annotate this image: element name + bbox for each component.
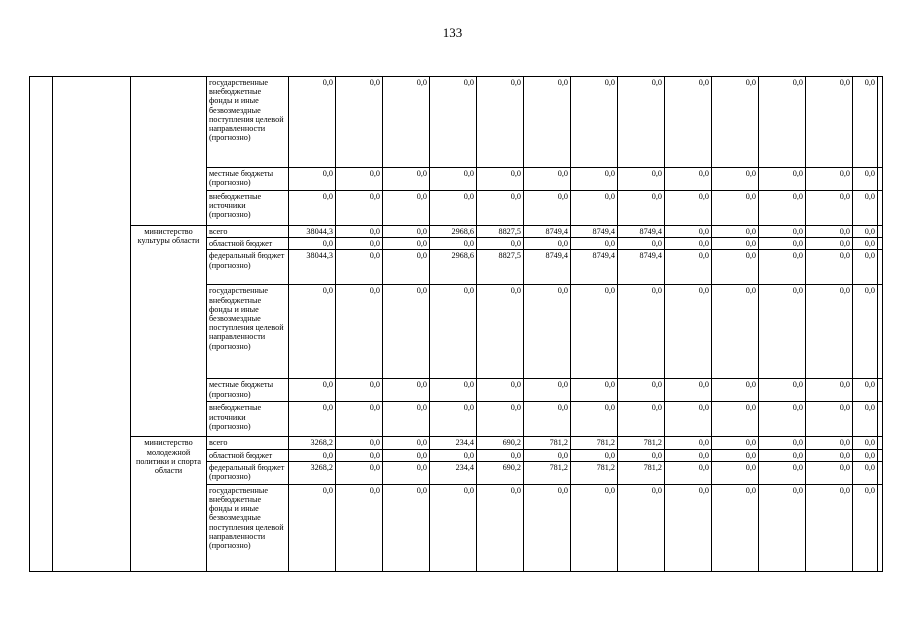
value-cell: 0,0 xyxy=(383,379,430,402)
page-number: 133 xyxy=(442,25,463,40)
value-cell: 0,0 xyxy=(430,238,477,250)
value-cell: 0,0 xyxy=(571,77,618,168)
value-cell: 0,0 xyxy=(712,250,759,285)
value-cell: 0,0 xyxy=(477,402,524,437)
value-cell: 0,0 xyxy=(759,484,806,571)
executor-cell: министерство молодежной политики и спорта области xyxy=(131,437,207,571)
value-cell: 0,0 xyxy=(806,484,853,571)
value-cell: 0,0 xyxy=(524,449,571,461)
value-cell: 0,0 xyxy=(853,379,878,402)
value-cell: 781,2 xyxy=(571,437,618,449)
value-cell: 0,0 xyxy=(383,402,430,437)
value-cell: 0,0 xyxy=(383,168,430,191)
value-cell: 0,0 xyxy=(477,191,524,226)
value-cell: 8749,4 xyxy=(571,250,618,285)
value-cell: 0,0 xyxy=(336,402,383,437)
trailing-cell xyxy=(878,285,883,379)
trailing-cell xyxy=(878,168,883,191)
value-cell: 0,0 xyxy=(665,402,712,437)
value-cell: 0,0 xyxy=(712,168,759,191)
value-cell: 0,0 xyxy=(289,379,336,402)
value-cell: 0,0 xyxy=(759,402,806,437)
blank-col-a xyxy=(30,77,53,572)
value-cell: 0,0 xyxy=(336,168,383,191)
value-cell: 0,0 xyxy=(571,402,618,437)
value-cell: 0,0 xyxy=(336,379,383,402)
value-cell: 0,0 xyxy=(618,285,665,379)
value-cell: 0,0 xyxy=(853,168,878,191)
value-cell: 0,0 xyxy=(759,250,806,285)
value-cell: 0,0 xyxy=(430,77,477,168)
value-cell: 0,0 xyxy=(665,250,712,285)
value-cell: 0,0 xyxy=(289,449,336,461)
value-cell: 0,0 xyxy=(430,449,477,461)
value-cell: 0,0 xyxy=(712,226,759,238)
value-cell: 0,0 xyxy=(806,461,853,484)
value-cell: 0,0 xyxy=(712,238,759,250)
value-cell: 0,0 xyxy=(336,191,383,226)
value-cell: 0,0 xyxy=(853,449,878,461)
value-cell: 0,0 xyxy=(524,191,571,226)
value-cell: 0,0 xyxy=(477,379,524,402)
value-cell: 0,0 xyxy=(618,484,665,571)
value-cell: 0,0 xyxy=(289,77,336,168)
value-cell: 0,0 xyxy=(618,402,665,437)
value-cell: 0,0 xyxy=(571,238,618,250)
value-cell: 0,0 xyxy=(289,238,336,250)
table-row xyxy=(30,226,883,238)
funding-source-cell: федеральный бюджет (прогнозно) xyxy=(207,461,289,484)
trailing-cell xyxy=(878,484,883,571)
value-cell: 0,0 xyxy=(665,449,712,461)
value-cell: 8749,4 xyxy=(524,250,571,285)
value-cell: 0,0 xyxy=(383,484,430,571)
table-row xyxy=(30,437,883,449)
value-cell: 0,0 xyxy=(336,226,383,238)
value-cell: 0,0 xyxy=(759,168,806,191)
value-cell: 0,0 xyxy=(853,238,878,250)
value-cell: 0,0 xyxy=(665,238,712,250)
value-cell: 0,0 xyxy=(618,168,665,191)
value-cell: 0,0 xyxy=(383,250,430,285)
value-cell: 0,0 xyxy=(571,285,618,379)
value-cell: 0,0 xyxy=(712,437,759,449)
value-cell: 0,0 xyxy=(759,461,806,484)
funding-source-cell: областной бюджет xyxy=(207,238,289,250)
value-cell: 690,2 xyxy=(477,461,524,484)
value-cell: 0,0 xyxy=(665,168,712,191)
value-cell: 0,0 xyxy=(524,238,571,250)
value-cell: 0,0 xyxy=(383,226,430,238)
value-cell: 0,0 xyxy=(712,484,759,571)
value-cell: 0,0 xyxy=(712,77,759,168)
value-cell: 0,0 xyxy=(383,285,430,379)
value-cell: 781,2 xyxy=(524,461,571,484)
value-cell: 0,0 xyxy=(806,250,853,285)
value-cell: 0,0 xyxy=(618,238,665,250)
budget-table xyxy=(29,76,883,572)
funding-source-cell: внебюджетные источники (прогнозно) xyxy=(207,402,289,437)
funding-source-cell: внебюджетные источники (прогнозно) xyxy=(207,191,289,226)
value-cell: 0,0 xyxy=(806,168,853,191)
value-cell: 8749,4 xyxy=(618,250,665,285)
funding-source-cell: местные бюджеты (прогнозно) xyxy=(207,379,289,402)
funding-source-cell: всего xyxy=(207,437,289,449)
value-cell: 0,0 xyxy=(665,77,712,168)
value-cell: 0,0 xyxy=(712,449,759,461)
trailing-cell xyxy=(878,191,883,226)
trailing-cell xyxy=(878,461,883,484)
value-cell: 0,0 xyxy=(383,191,430,226)
value-cell: 0,0 xyxy=(336,77,383,168)
value-cell: 0,0 xyxy=(759,77,806,168)
funding-source-cell: государственные внебюджетные фонды и иные безвозмездные поступления целевой направленности (прогнозно) xyxy=(207,285,289,379)
value-cell: 0,0 xyxy=(571,191,618,226)
trailing-cell xyxy=(878,250,883,285)
value-cell: 0,0 xyxy=(524,168,571,191)
value-cell: 0,0 xyxy=(712,191,759,226)
value-cell: 0,0 xyxy=(759,449,806,461)
value-cell: 8749,4 xyxy=(618,226,665,238)
value-cell: 0,0 xyxy=(759,226,806,238)
value-cell: 0,0 xyxy=(336,484,383,571)
value-cell: 0,0 xyxy=(524,402,571,437)
value-cell: 8749,4 xyxy=(571,226,618,238)
value-cell: 0,0 xyxy=(289,191,336,226)
funding-source-cell: областной бюджет xyxy=(207,449,289,461)
funding-source-cell: государственные внебюджетные фонды и иные безвозмездные поступления целевой направленности (прогнозно) xyxy=(207,484,289,571)
funding-source-cell: всего xyxy=(207,226,289,238)
funding-source-cell: федеральный бюджет (прогнозно) xyxy=(207,250,289,285)
executor-cell: министерство культуры области xyxy=(131,226,207,437)
value-cell: 781,2 xyxy=(571,461,618,484)
value-cell: 0,0 xyxy=(477,77,524,168)
value-cell: 0,0 xyxy=(806,77,853,168)
executor-cell xyxy=(131,77,207,226)
value-cell: 0,0 xyxy=(853,191,878,226)
value-cell: 2968,6 xyxy=(430,226,477,238)
value-cell: 2968,6 xyxy=(430,250,477,285)
funding-source-cell: местные бюджеты (прогнозно) xyxy=(207,168,289,191)
value-cell: 0,0 xyxy=(712,285,759,379)
value-cell: 0,0 xyxy=(430,168,477,191)
value-cell: 8827,5 xyxy=(477,226,524,238)
funding-source-cell: государственные внебюджетные фонды и иные безвозмездные поступления целевой направленности (прогнозно) xyxy=(207,77,289,168)
value-cell: 0,0 xyxy=(853,437,878,449)
value-cell: 690,2 xyxy=(477,437,524,449)
blank-col-b xyxy=(53,77,131,572)
value-cell: 0,0 xyxy=(806,379,853,402)
value-cell: 8827,5 xyxy=(477,250,524,285)
value-cell: 0,0 xyxy=(571,449,618,461)
value-cell: 0,0 xyxy=(289,484,336,571)
value-cell: 0,0 xyxy=(665,437,712,449)
value-cell: 0,0 xyxy=(853,285,878,379)
value-cell: 0,0 xyxy=(336,437,383,449)
value-cell: 0,0 xyxy=(336,285,383,379)
value-cell: 0,0 xyxy=(524,77,571,168)
budget-table-body xyxy=(30,77,883,572)
value-cell: 0,0 xyxy=(759,437,806,449)
value-cell: 0,0 xyxy=(571,379,618,402)
trailing-cell xyxy=(878,437,883,449)
value-cell: 38044,3 xyxy=(289,250,336,285)
value-cell: 0,0 xyxy=(430,285,477,379)
value-cell: 0,0 xyxy=(806,402,853,437)
value-cell: 0,0 xyxy=(289,402,336,437)
value-cell: 0,0 xyxy=(806,437,853,449)
value-cell: 0,0 xyxy=(665,461,712,484)
value-cell: 0,0 xyxy=(853,461,878,484)
value-cell: 781,2 xyxy=(618,461,665,484)
value-cell: 0,0 xyxy=(665,285,712,379)
value-cell: 0,0 xyxy=(383,77,430,168)
value-cell: 0,0 xyxy=(618,191,665,226)
value-cell: 0,0 xyxy=(430,402,477,437)
value-cell: 0,0 xyxy=(430,191,477,226)
value-cell: 0,0 xyxy=(853,250,878,285)
trailing-cell xyxy=(878,226,883,238)
value-cell: 0,0 xyxy=(712,461,759,484)
value-cell: 0,0 xyxy=(712,379,759,402)
value-cell: 0,0 xyxy=(524,379,571,402)
value-cell: 0,0 xyxy=(618,449,665,461)
value-cell: 0,0 xyxy=(383,437,430,449)
value-cell: 3268,2 xyxy=(289,437,336,449)
value-cell: 0,0 xyxy=(853,77,878,168)
value-cell: 0,0 xyxy=(383,449,430,461)
value-cell: 0,0 xyxy=(759,191,806,226)
value-cell: 0,0 xyxy=(806,226,853,238)
value-cell: 781,2 xyxy=(618,437,665,449)
value-cell: 0,0 xyxy=(477,238,524,250)
value-cell: 8749,4 xyxy=(524,226,571,238)
value-cell: 0,0 xyxy=(806,238,853,250)
value-cell: 0,0 xyxy=(806,285,853,379)
value-cell: 0,0 xyxy=(477,484,524,571)
value-cell: 0,0 xyxy=(853,484,878,571)
value-cell: 0,0 xyxy=(665,226,712,238)
value-cell: 0,0 xyxy=(477,168,524,191)
value-cell: 234,4 xyxy=(430,461,477,484)
value-cell: 0,0 xyxy=(618,77,665,168)
trailing-cell xyxy=(878,77,883,168)
value-cell: 0,0 xyxy=(289,168,336,191)
value-cell: 0,0 xyxy=(853,226,878,238)
value-cell: 0,0 xyxy=(430,379,477,402)
value-cell: 0,0 xyxy=(524,285,571,379)
value-cell: 234,4 xyxy=(430,437,477,449)
trailing-cell xyxy=(878,449,883,461)
value-cell: 0,0 xyxy=(665,379,712,402)
value-cell: 0,0 xyxy=(524,484,571,571)
value-cell: 0,0 xyxy=(759,285,806,379)
trailing-cell xyxy=(878,379,883,402)
value-cell: 0,0 xyxy=(665,191,712,226)
value-cell: 0,0 xyxy=(336,449,383,461)
value-cell: 0,0 xyxy=(336,250,383,285)
value-cell: 0,0 xyxy=(806,449,853,461)
value-cell: 0,0 xyxy=(336,461,383,484)
value-cell: 0,0 xyxy=(383,461,430,484)
value-cell: 0,0 xyxy=(477,285,524,379)
value-cell: 0,0 xyxy=(430,484,477,571)
value-cell: 781,2 xyxy=(524,437,571,449)
value-cell: 3268,2 xyxy=(289,461,336,484)
table-row xyxy=(30,77,883,168)
value-cell: 0,0 xyxy=(759,379,806,402)
trailing-cell xyxy=(878,402,883,437)
value-cell: 0,0 xyxy=(853,402,878,437)
trailing-cell xyxy=(878,238,883,250)
value-cell: 0,0 xyxy=(571,168,618,191)
value-cell: 38044,3 xyxy=(289,226,336,238)
value-cell: 0,0 xyxy=(618,379,665,402)
value-cell: 0,0 xyxy=(806,191,853,226)
value-cell: 0,0 xyxy=(477,449,524,461)
value-cell: 0,0 xyxy=(383,238,430,250)
value-cell: 0,0 xyxy=(336,238,383,250)
value-cell: 0,0 xyxy=(665,484,712,571)
value-cell: 0,0 xyxy=(712,402,759,437)
value-cell: 0,0 xyxy=(759,238,806,250)
value-cell: 0,0 xyxy=(289,285,336,379)
value-cell: 0,0 xyxy=(571,484,618,571)
